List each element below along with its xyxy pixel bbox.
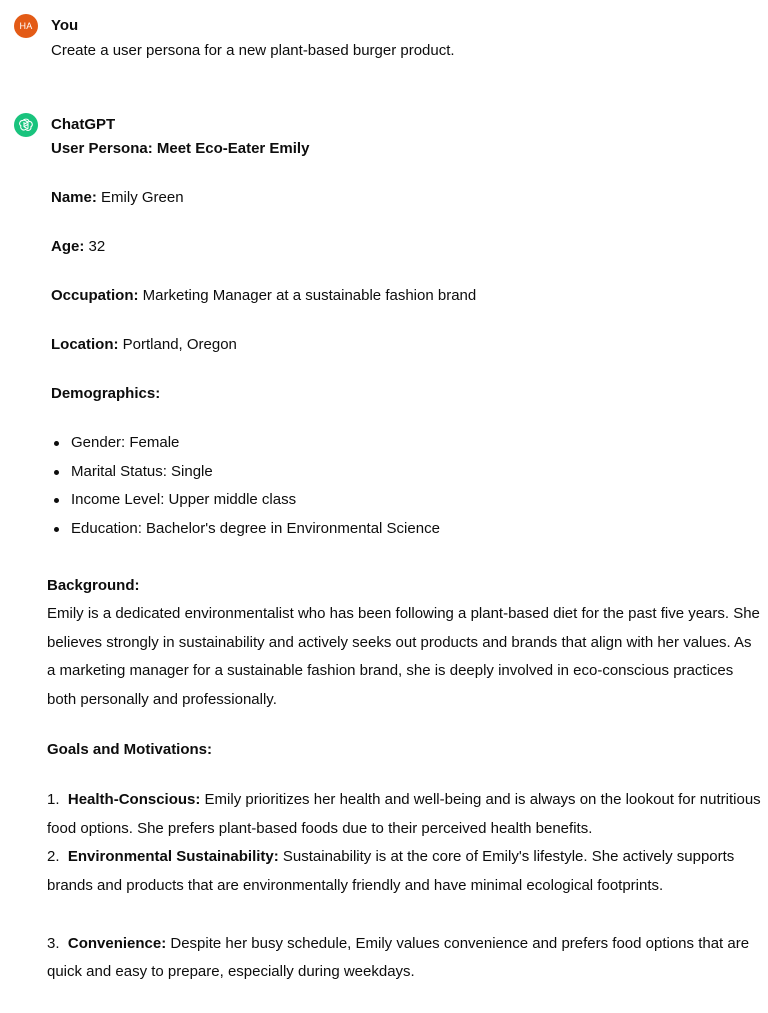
assistant-avatar (14, 113, 38, 137)
bullet-icon (54, 498, 59, 503)
field-value: Marketing Manager at a sustainable fashion brand (138, 287, 477, 304)
field-label: Location: (51, 336, 119, 353)
field-label: Age: (51, 238, 85, 255)
goal-item-convenience (47, 930, 762, 987)
field-value: Portland, Oregon (118, 336, 237, 353)
bullet-icon (54, 441, 59, 446)
field-value: 32 (84, 238, 106, 255)
goal-label: Environmental Sustainability: (67, 848, 279, 866)
field-occupation (51, 285, 476, 307)
persona-title: User Persona: Meet Eco-Eater Emily (51, 140, 310, 157)
field-label: Name: (51, 189, 97, 206)
background-heading: Background: (47, 577, 140, 594)
goal-number: 1. (47, 791, 60, 808)
bullet-icon (54, 470, 59, 475)
goals-heading: Goals and Motivations: (47, 741, 213, 758)
user-avatar-initials: HA (19, 21, 33, 31)
field-location (51, 334, 237, 356)
field-name (51, 187, 184, 209)
user-author-name: You (51, 17, 79, 34)
background-text: Emily is a dedicated environmentalist who has been following a plant-based diet for the past five years. She believes strongly in sustainability and actively seeks out products and brands that align with her values. As a marketing manager for a sustainable fashion brand, she is deeply involved in eco-conscious practices both personally and professionally. (47, 605, 760, 709)
assistant-author-name: ChatGPT (51, 116, 116, 133)
goal-text: Despite her busy schedule, Emily values convenience and prefers food options that are quick and easy to prepare, especially during weekdays. (47, 934, 750, 981)
goal-number: 3. (47, 934, 60, 952)
demographics-heading: Demographics: (51, 385, 161, 402)
goal-item-health (47, 786, 762, 843)
goal-number: 2. (47, 848, 60, 866)
user-message-text: Create a user persona for a new plant-based burger product. (51, 42, 455, 59)
user-avatar (14, 14, 38, 38)
goal-text: Sustainability is at the core of Emily's lifestyle. She actively supports brands and products that are environmentally friendly and have minimal ecological footprints. (47, 848, 735, 895)
goal-item-sustainability (47, 843, 762, 900)
goal-text: Emily prioritizes her health and well-being and is always on the lookout for nutritious food options. She prefers plant-based foods due to their perceived health benefits. (47, 791, 761, 837)
goal-label: Health-Conscious: (67, 791, 201, 808)
field-age (51, 236, 105, 258)
field-value: Emily Green (96, 189, 184, 206)
goal-label: Convenience: (67, 934, 167, 952)
openai-logo-icon (18, 117, 34, 133)
field-label: Occupation: (51, 287, 139, 304)
bullet-icon (54, 527, 59, 532)
